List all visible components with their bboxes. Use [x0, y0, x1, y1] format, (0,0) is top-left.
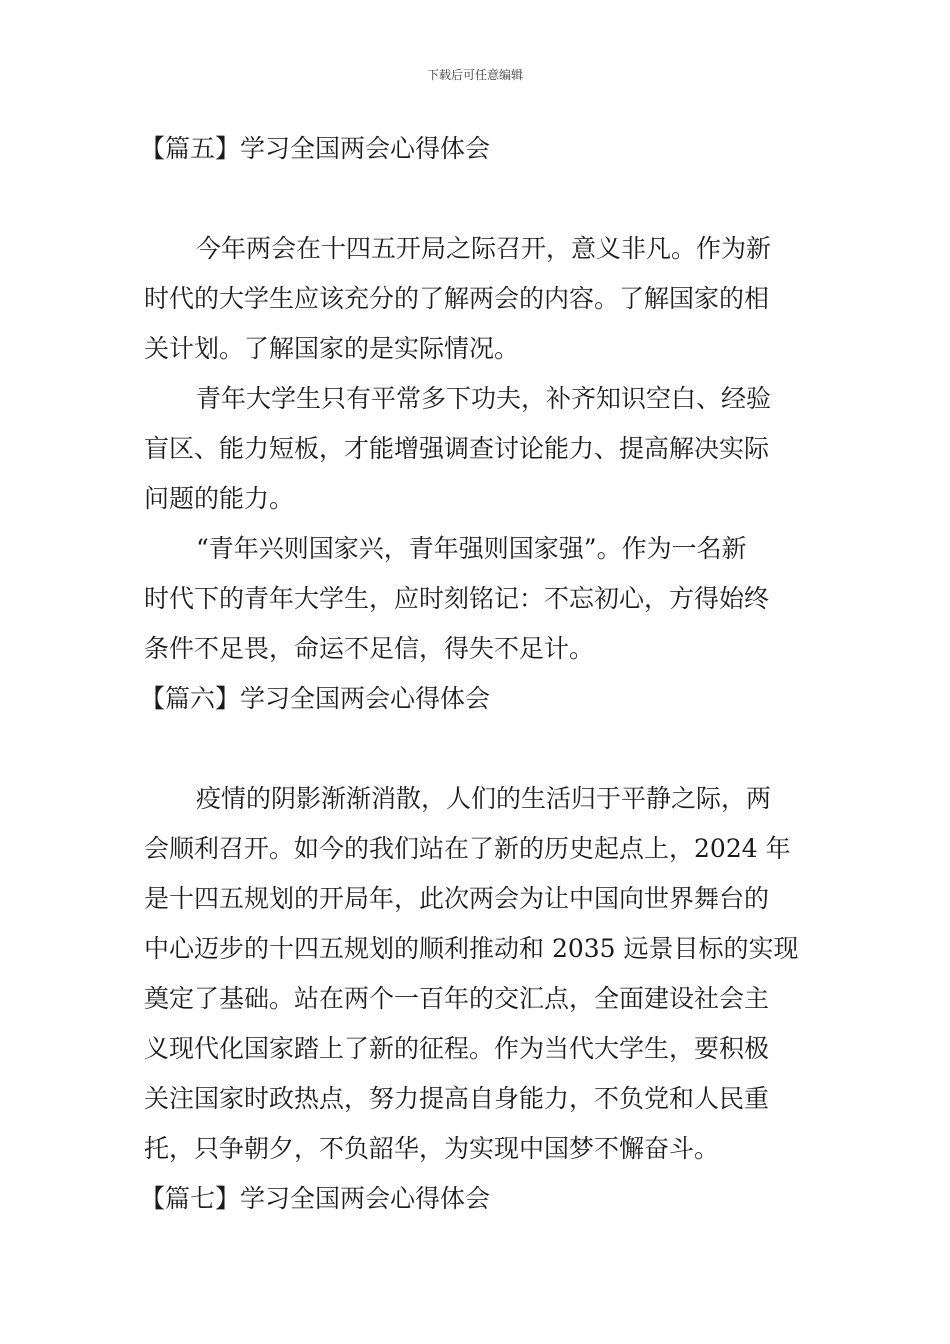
paragraph-line: 是十四五规划的开局年，此次两会为让中国向世界舞台的	[144, 884, 770, 913]
paragraph-line: 时代的大学生应该充分的了解两会的内容。了解国家的相	[144, 284, 770, 313]
paragraph-line: 关注国家时政热点，努力提高自身能力，不负党和人民重	[144, 1084, 770, 1113]
paragraph-line: 盲区、能力短板，才能增强调查讨论能力、提高解决实际	[144, 434, 770, 463]
section-heading: 【篇七】学习全国两会心得体会	[140, 1184, 491, 1213]
paragraph-line: 问题的能力。	[144, 484, 295, 513]
paragraph-line: 会顺利召开。如今的我们站在了新的历史起点上，2024 年	[144, 834, 791, 863]
blank-line	[144, 724, 808, 774]
section-heading: 【篇五】学习全国两会心得体会	[140, 134, 491, 163]
paragraph-line: 奠定了基础。站在两个一百年的交汇点，全面建设社会主	[144, 984, 770, 1013]
paragraph-line: 关计划。了解国家的是实际情况。	[144, 334, 520, 363]
paragraph-line: 中心迈步的十四五规划的顺利推动和 2035 远景目标的实现	[144, 934, 799, 963]
paragraph-line: 托，只争朝夕，不负韶华，为实现中国梦不懈奋斗。	[144, 1134, 720, 1163]
paragraph	[144, 774, 808, 1174]
paragraph	[144, 224, 808, 374]
paragraph-line: 疫情的阴影渐渐消散，人们的生活归于平静之际，两	[196, 784, 772, 813]
paragraph	[144, 374, 808, 524]
paragraph-line: 青年大学生只有平常多下功夫，补齐知识空白、经验	[196, 384, 772, 413]
paragraph	[144, 524, 808, 674]
page-header-note: 下载后可任意编辑	[426, 68, 523, 82]
blank-line	[144, 174, 808, 224]
paragraph-line: 今年两会在十四五开局之际召开，意义非凡。作为新	[196, 234, 772, 263]
paragraph-line: “青年兴则国家兴，青年强则国家强”。作为一名新	[196, 534, 747, 563]
section-heading: 【篇六】学习全国两会心得体会	[140, 684, 491, 713]
paragraph-line: 义现代化国家踏上了新的征程。作为当代大学生，要积极	[144, 1034, 770, 1063]
paragraph-line: 时代下的青年大学生，应时刻铭记：不忘初心，方得始终	[144, 584, 770, 613]
paragraph-line: 条件不足畏，命运不足信，得失不足计。	[144, 634, 595, 663]
document-body	[140, 124, 808, 1224]
